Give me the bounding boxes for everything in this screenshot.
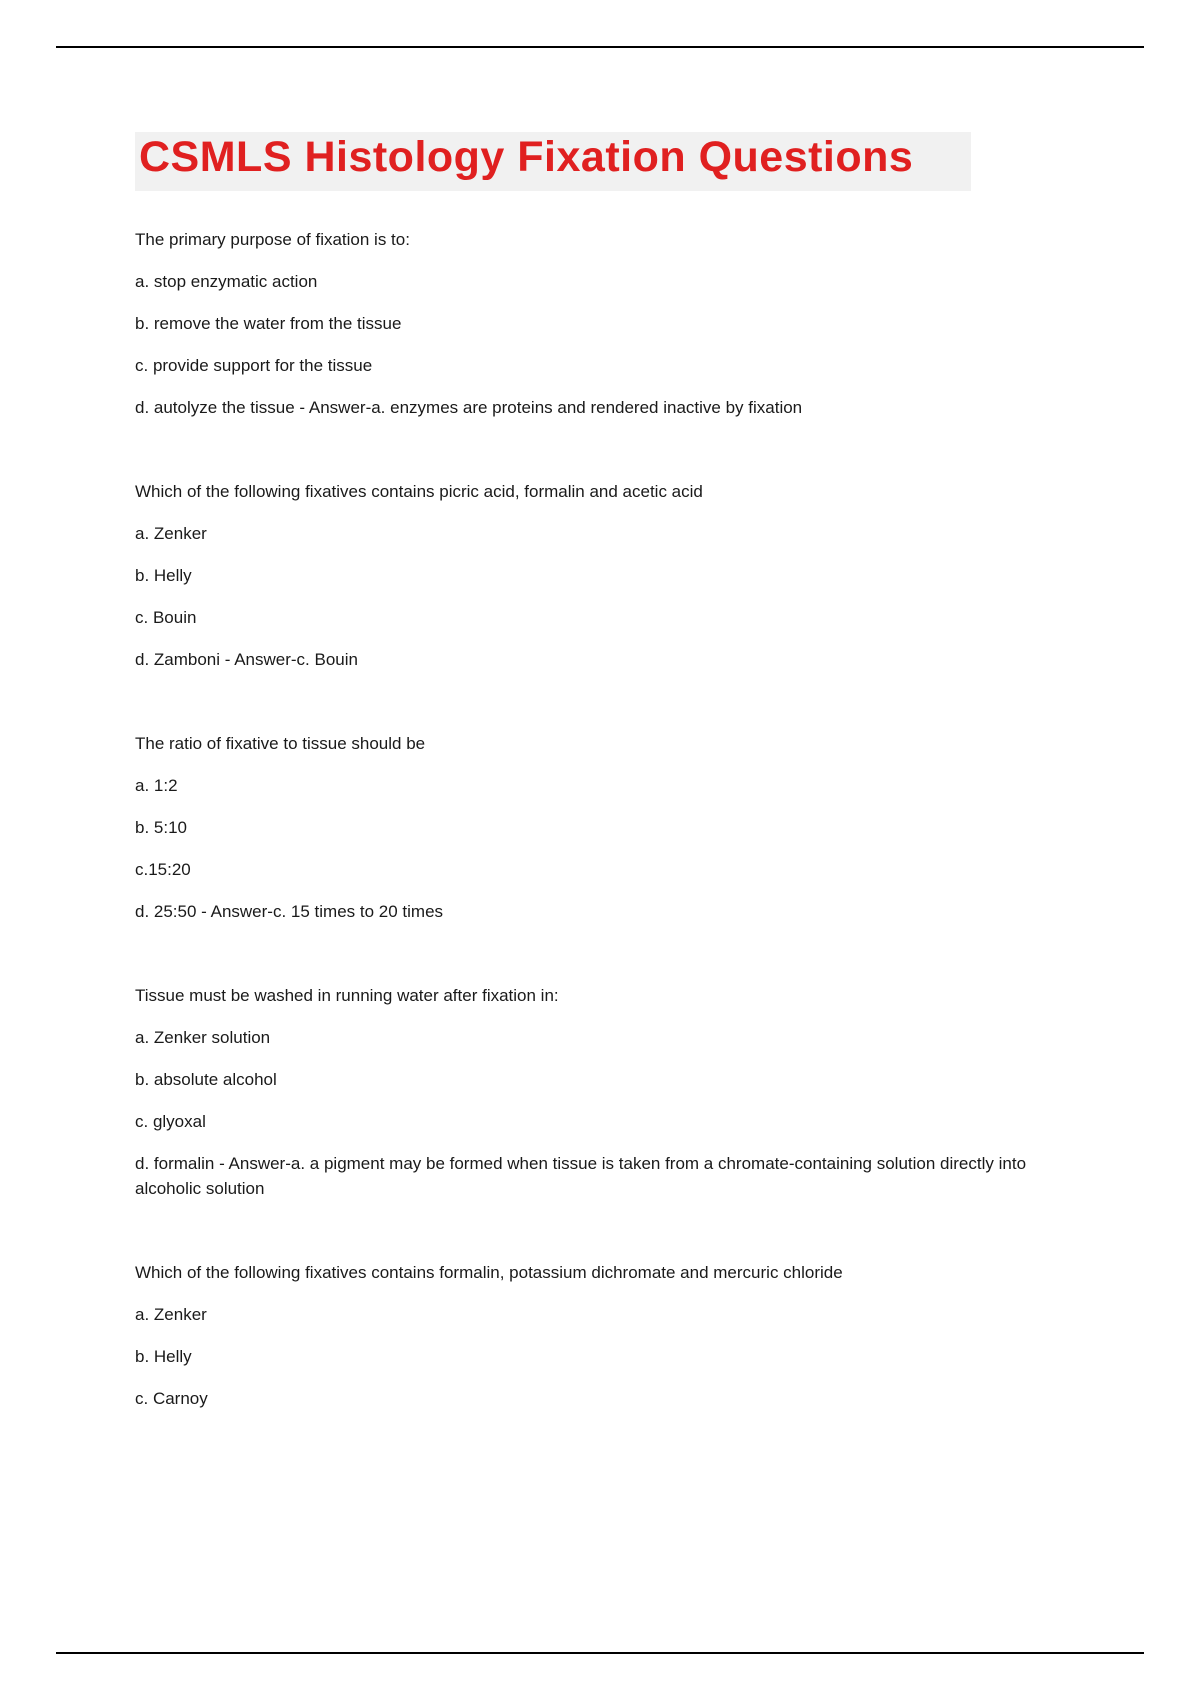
question-text: Tissue must be washed in running water after fixation in: [135,986,559,1006]
option-text: b. absolute alcohol [135,1070,277,1090]
option-text: c.15:20 [135,860,191,880]
option-text: b. remove the water from the tissue [135,314,402,334]
document-content [135,132,1068,1428]
question-text: Which of the following fixatives contains picric acid, formalin and acetic acid [135,482,703,502]
option-text: c. provide support for the tissue [135,356,373,376]
option-text: b. Helly [135,1347,192,1367]
option-text: b. 5:10 [135,818,187,838]
option-text: c. glyoxal [135,1112,206,1132]
option-text: c. Bouin [135,608,197,628]
option-text: d. 25:50 - Answer-c. 15 times to 20 times [135,902,444,922]
page-title: CSMLS Histology Fixation Questions [135,132,971,191]
option-text: a. Zenker [135,1305,207,1325]
question-text: Which of the following fixatives contains formalin, potassium dichromate and mercuric chloride [135,1263,843,1283]
option-text: a. stop enzymatic action [135,272,318,292]
option-text: c. Carnoy [135,1389,208,1409]
top-rule [56,46,1144,48]
option-text: d. autolyze the tissue - Answer-a. enzymes are proteins and rendered inactive by fixation [135,398,803,418]
option-text: d. Zamboni - Answer-c. Bouin [135,650,358,670]
question-block [135,227,1068,420]
question-block [135,479,1068,672]
question-text: The primary purpose of fixation is to: [135,230,410,250]
question-block [135,983,1068,1201]
option-text: a. Zenker solution [135,1028,271,1048]
option-text: d. formalin - Answer-a. a pigment may be formed when tissue is taken from a chromate-containing solution directly into alcoholic solution [135,1154,1027,1199]
question-block [135,1260,1068,1411]
question-block [135,731,1068,924]
option-text: b. Helly [135,566,192,586]
question-text: The ratio of fixative to tissue should be [135,734,426,754]
option-text: a. Zenker [135,524,207,544]
bottom-rule [56,1652,1144,1654]
option-text: a. 1:2 [135,776,178,796]
